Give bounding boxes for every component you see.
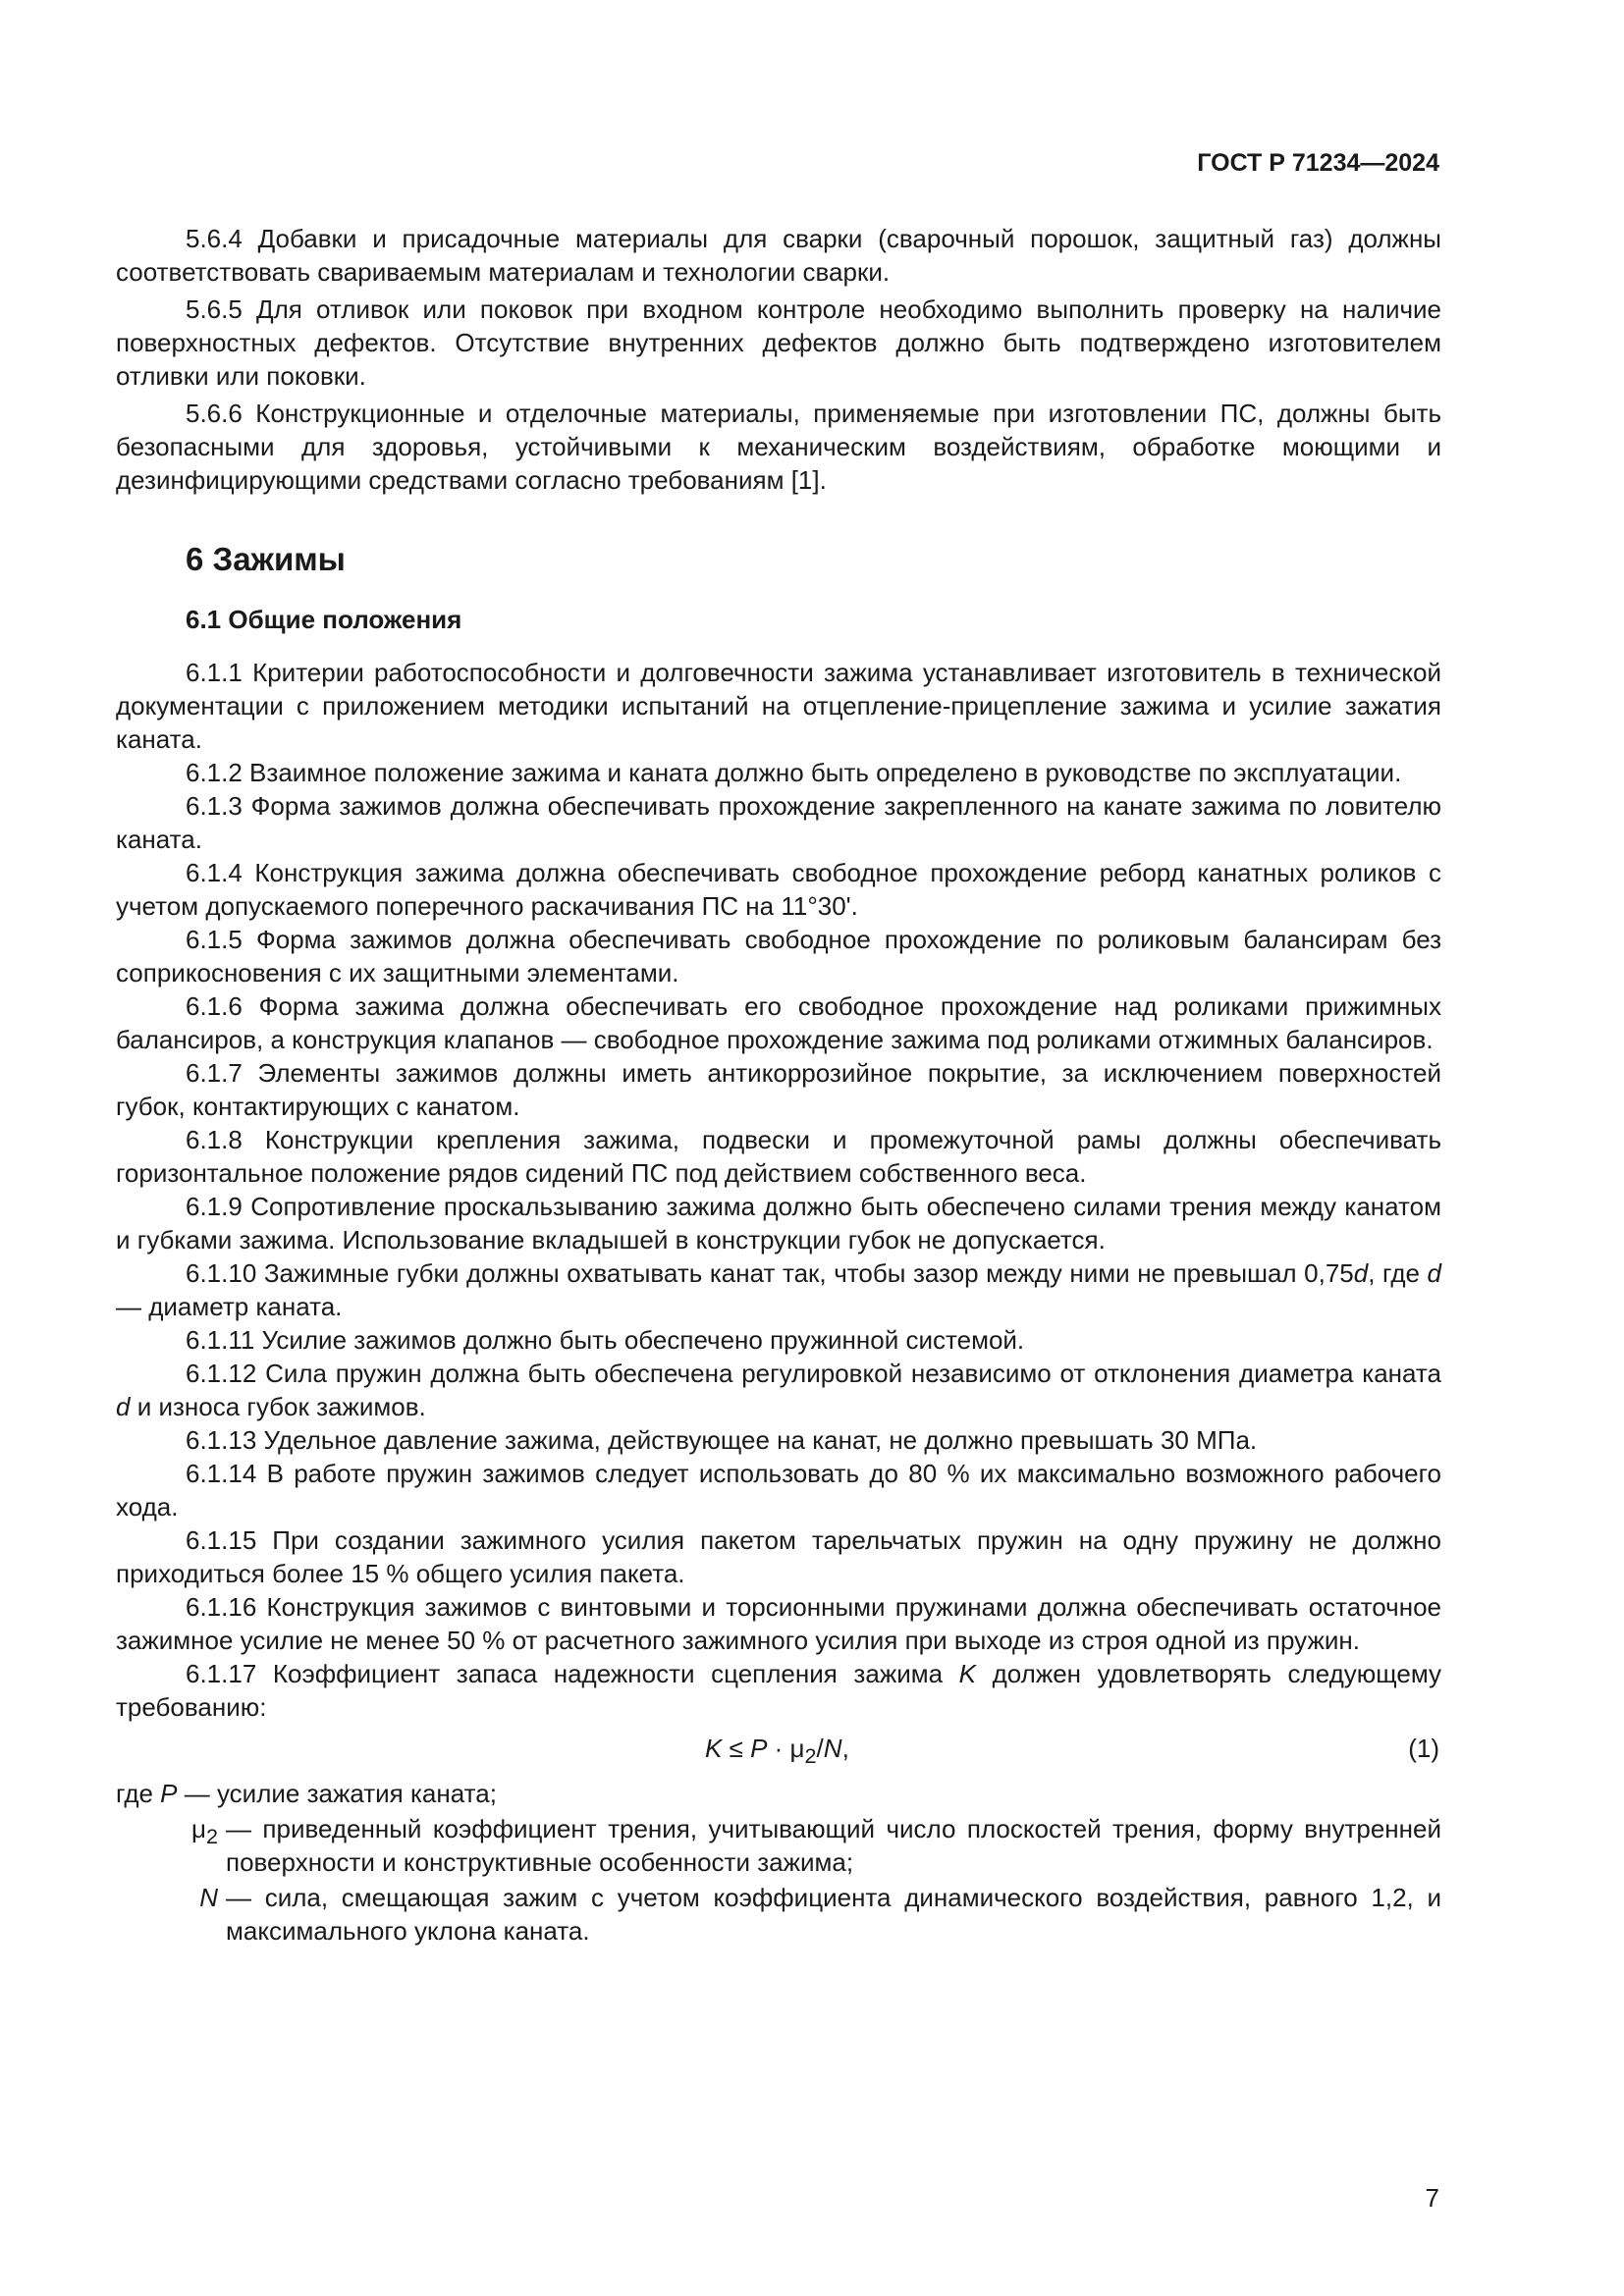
standard-code: ГОСТ Р 71234—2024 [1197, 149, 1439, 177]
paragraph-5-6-4: 5.6.4 Добавки и присадочные материалы для сварки (сварочный порошок, защитный газ) должны соответствовать свариваемым материалам и технологии сварки. [116, 224, 1441, 287]
item-6-1-14: 6.1.14 В работе пружин зажимов следует использовать до 80 % их максимально возможного рабочего хода. [116, 1459, 1441, 1522]
formula-number: (1) [1408, 1734, 1439, 1763]
paragraph-5-6-6: 5.6.6 Конструкционные и отделочные материалы, применяемые при изготовлении ПС, должны быть безопасными для здоровья, устойчивыми к механическим воздействиям, обработке моющими и дезинфицирующими средствами согласно требованиям [1]. [116, 399, 1441, 495]
definition-mu [116, 1812, 1441, 1879]
section-title: 6 Зажимы [186, 541, 346, 577]
item-6-1-11: 6.1.11 Усилие зажимов должно быть обеспечено пружинной системой. [186, 1325, 1025, 1355]
item-6-1-5: 6.1.5 Форма зажимов должна обеспечивать свободное прохождение по роликовым балансирам без соприкосновения с их защитными элементами. [116, 925, 1441, 988]
definition-n [116, 1881, 1441, 1948]
item-6-1-15: 6.1.15 При создании зажимного усилия пакетом тарельчатых пружин на одну пружину не должно приходиться более 15 % общего усилия пакета. [116, 1525, 1441, 1588]
definition-text: — сила, смещающая зажим с учетом коэффициента динамического воздействия, равного 1,2, и максимального уклона каната. [226, 1883, 1441, 1946]
item-6-1-9: 6.1.9 Сопротивление проскальзыванию зажима должно быть обеспечено силами трения между канатом и губками зажима. Использование вкладышей в конструкции губок не допускается. [116, 1192, 1441, 1255]
subsection-title: 6.1 Общие положения [186, 605, 462, 634]
item-6-1-1: 6.1.1 Критерии работоспособности и долговечности зажима устанавливает изготовитель в технической документации с приложением методики испытаний на отцепление-прицепление зажима и усилие зажатия каната. [116, 658, 1441, 754]
definition-symbol: N [199, 1883, 218, 1912]
item-6-1-10: 6.1.10 Зажимные губки должны охватывать канат так, чтобы зазор между ними не превышал 0,75d, где d — диаметр каната. [116, 1258, 1441, 1321]
item-6-1-7: 6.1.7 Элементы зажимов должны иметь антикоррозийное покрытие, за исключением поверхностей губок, контактирующих с канатом. [116, 1058, 1441, 1121]
page-number: 7 [1425, 2183, 1439, 2213]
item-6-1-2: 6.1.2 Взаимное положение зажима и каната должно быть определено в руководстве по эксплуатации. [186, 758, 1402, 787]
definition-symbol: $\mu_2$ [190, 1814, 218, 1849]
item-6-1-16: 6.1.16 Конструкция зажимов с винтовыми и торсионными пружинами должна обеспечивать остаточное зажимное усилие не менее 50 % от расчетного зажимного усилия при выходе из строя одной из пружин. [116, 1592, 1441, 1655]
item-6-1-4: 6.1.4 Конструкция зажима должна обеспечивать свободное прохождение реборд канатных роликов с учетом допускаемого поперечного раскачивания ПС на 11°30'. [116, 858, 1441, 921]
item-6-1-17: 6.1.17 Коэффициент запаса надежности сцепления зажима K должен удовлетворять следующему требованию: [116, 1659, 1441, 1722]
item-6-1-6: 6.1.6 Форма зажима должна обеспечивать его свободное прохождение над роликами прижимных балансиров, а конструкция клапанов — свободное прохождение зажима под роликами отжимных балансиров. [116, 991, 1441, 1054]
item-6-1-8: 6.1.8 Конструкции крепления зажима, подвески и промежуточной рамы должны обеспечивать горизонтальное положение рядов сидений ПС под действием собственного веса. [116, 1125, 1441, 1188]
definition-text: — приведенный коэффициент трения, учитывающий число плоскостей трения, форму внутренней поверхности и конструктивные особенности зажима; [226, 1814, 1441, 1877]
formula-expression: $K \le P \cdot \mu_2/N$, [705, 1734, 849, 1769]
item-6-1-12: 6.1.12 Сила пружин должна быть обеспечена регулировкой независимо от отклонения диаметра каната d и износа губок зажимов. [116, 1359, 1441, 1421]
formula-1 [116, 1730, 1441, 1769]
paragraph-5-6-5: 5.6.5 Для отливок или поковок при входном контроле необходимо выполнить проверку на наличие поверхностных дефектов. Отсутствие внутренних дефектов должно быть подтверждено изготовителем отливки или поковки. [116, 294, 1441, 391]
where-p: где P — усилие зажатия каната; [116, 1779, 497, 1808]
item-6-1-13: 6.1.13 Удельное давление зажима, действующее на канат, не должно превышать 30 МПа. [186, 1425, 1258, 1455]
item-6-1-3: 6.1.3 Форма зажимов должна обеспечивать прохождение закрепленного на канате зажима по ловителю каната. [116, 791, 1441, 854]
page-content [116, 222, 1441, 1948]
